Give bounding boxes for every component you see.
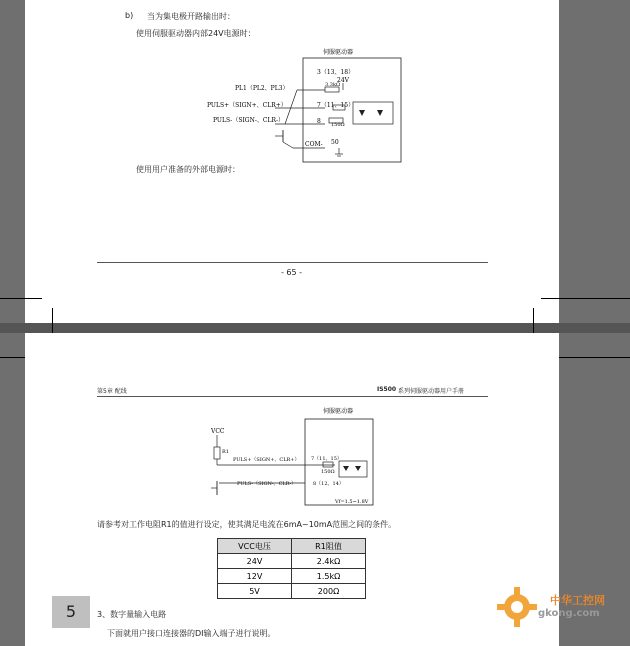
section-text: 下面就用户接口连接器的DI输入端子进行说明。 [107,629,276,638]
crop-mark [0,298,42,299]
pin7-label: 7（11、15） [317,102,355,109]
v24-label: 24V [337,77,349,84]
table-cell: 5V [218,584,292,599]
internal-power-text: 使用伺服驱动器内部24V电源时： [136,29,256,38]
table-cell: 24V [218,554,292,569]
external-power-text: 使用用户准备的外部电源时： [136,165,240,174]
page-separator [0,323,630,333]
table-cell: 2.4kΩ [292,554,366,569]
crop-mark [541,298,630,299]
open-collector-internal-diagram [205,44,405,164]
table-row [218,569,366,584]
manual-page-65 [25,0,559,323]
driver-title-2: 伺服驱动器 [323,408,354,415]
r150-label-2: 150Ω [321,469,335,475]
open-collector-external-diagram [205,403,385,515]
pin8-label-2: 8（12、14） [313,481,344,487]
pin7-label-2: 7（11、15） [311,456,342,462]
vcc-label: VCC [211,428,225,435]
item-b-title: 当为集电极开路输出时： [147,12,235,21]
chapter-number-badge: 5 [52,596,90,628]
pulsp-label: PULS+（SIGN+、CLR+） [207,102,287,109]
page-number: - 65 - [281,268,303,277]
r150-label: 150Ω [331,122,345,128]
section-title: 3、数字量输入电路 [97,610,167,619]
pin8-label: 8 [317,118,321,125]
instruction-text: 请参考对工作电阻R1的值进行设定，使其满足电流在6mA~10mA范围之间的条件。 [97,520,397,529]
table-cell: 12V [218,569,292,584]
header-rule [97,396,488,397]
com-label: COM- [305,141,323,148]
manual-page-66 [25,333,559,646]
footer-rule [97,262,488,263]
header-right: 系列伺服驱动器用户手册 [398,388,465,395]
table-row [218,584,366,599]
item-b-label: b) [125,11,134,20]
vcc-r1-table [217,538,366,599]
table-cell: 1.5kΩ [292,569,366,584]
table-cell: 200Ω [292,584,366,599]
watermark-line2: gkong.com [538,608,600,619]
vf-label: Vf=1.5~1.8V [335,499,369,505]
table-header: R1阻值 [292,539,366,554]
r33-label: 3.3kΩ [325,82,341,88]
pulsm-label: PULS-（SIGN-、CLR-） [213,117,285,124]
r1-label: R1 [222,449,229,455]
driver-title: 伺服驱动器 [323,49,354,56]
pulsp-label-2: PULS+（SIGN+、CLR+） [233,457,300,463]
pl1-label: PL1（PL2、PL3） [235,85,289,92]
header-right-model: IS500 [377,386,397,393]
gkong-watermark [494,582,624,632]
pulsm-label-2: PULS-（SIGN-、CLR-） [237,481,297,487]
table-row [218,554,366,569]
gear-icon [494,584,540,630]
watermark-line1: 中华工控网 [550,594,605,607]
header-left: 第5章 配线 [97,388,127,395]
pin50-label: 50 [331,139,339,146]
table-header: VCC电压 [218,539,292,554]
pin3-label: 3（13、18） [317,69,355,76]
